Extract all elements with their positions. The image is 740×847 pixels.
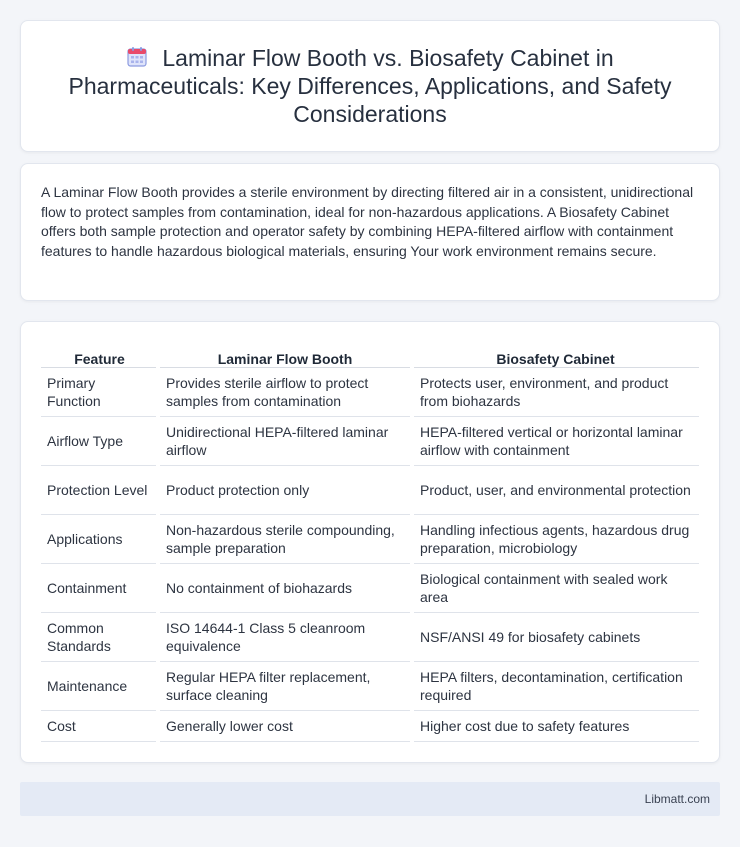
biosafety-cell: Product, user, and environmental protection (412, 465, 699, 514)
biosafety-cell: Higher cost due to safety features (412, 710, 699, 741)
laminar-cell: Provides sterile airflow to protect samples from contamination (158, 367, 412, 416)
feature-cell: Cost (41, 710, 158, 741)
biosafety-cell: Protects user, environment, and product from biohazards (412, 367, 699, 416)
laminar-cell: Regular HEPA filter replacement, surface cleaning (158, 661, 412, 710)
page-title-text: Laminar Flow Booth vs. Biosafety Cabinet in Pharmaceuticals: Key Differences, Applications, and Safety Considerations (68, 45, 672, 127)
laminar-cell: Product protection only (158, 465, 412, 514)
feature-cell: Airflow Type (41, 416, 158, 465)
table-header-row (41, 342, 699, 367)
comparison-card (20, 321, 720, 763)
laminar-cell: Generally lower cost (158, 710, 412, 741)
column-header-laminar-flow-booth: Laminar Flow Booth (158, 342, 412, 367)
laminar-cell: No containment of biohazards (158, 563, 412, 612)
feature-cell: Primary Function (41, 367, 158, 416)
intro-paragraph: A Laminar Flow Booth provides a sterile environment by directing filtered air in a consistent, unidirectional flow to protect samples from contamination, ideal for non-hazardous applications. A Biosafety Cabinet offers both sample protection and operator safety by combining HEPA-filtered airflow with containment features to handle hazardous biological materials, ensuring Your work environment remains secure. (41, 184, 694, 259)
column-header-biosafety-cabinet: Biosafety Cabinet (412, 342, 699, 367)
laminar-cell: Unidirectional HEPA-filtered laminar airflow (158, 416, 412, 465)
table-row (41, 514, 699, 563)
laminar-cell: ISO 14644-1 Class 5 cleanroom equivalence (158, 612, 412, 661)
laminar-cell: Non-hazardous sterile compounding, sample preparation (158, 514, 412, 563)
biosafety-cell: Biological containment with sealed work area (412, 563, 699, 612)
table-row (41, 416, 699, 465)
table-row (41, 710, 699, 741)
biosafety-cell: NSF/ANSI 49 for biosafety cabinets (412, 612, 699, 661)
footer (20, 782, 720, 816)
feature-cell: Applications (41, 514, 158, 563)
feature-cell: Common Standards (41, 612, 158, 661)
page-title (21, 44, 719, 128)
column-header-feature: Feature (41, 342, 158, 367)
biosafety-cell: HEPA-filtered vertical or horizontal laminar airflow with containment (412, 416, 699, 465)
table-row (41, 465, 699, 514)
calendar-icon (126, 46, 148, 68)
comparison-table (41, 342, 699, 742)
table-row (41, 367, 699, 416)
table-row (41, 563, 699, 612)
feature-cell: Maintenance (41, 661, 158, 710)
title-card (20, 20, 720, 152)
table-row (41, 661, 699, 710)
biosafety-cell: Handling infectious agents, hazardous drug preparation, microbiology (412, 514, 699, 563)
feature-cell: Containment (41, 563, 158, 612)
intro-card (20, 163, 720, 301)
biosafety-cell: HEPA filters, decontamination, certification required (412, 661, 699, 710)
feature-cell: Protection Level (41, 465, 158, 514)
table-row (41, 612, 699, 661)
footer-brand-link[interactable]: Libmatt.com (644, 792, 710, 806)
